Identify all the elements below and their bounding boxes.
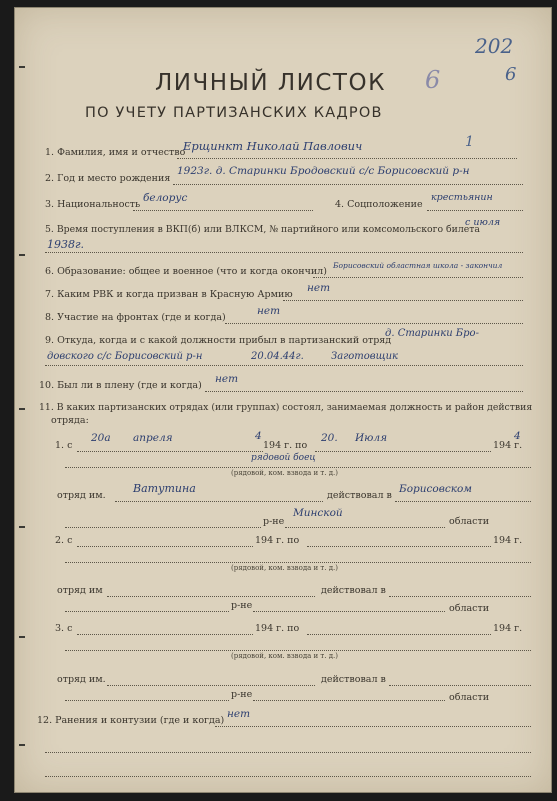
unit-3-acted-label: действовал в xyxy=(321,674,386,685)
unit-3-hint: (рядовой, ком. взвода и т. д.) xyxy=(231,652,339,660)
fill-line xyxy=(427,210,523,211)
unit-2-year-from: 194 г. по xyxy=(255,535,300,546)
unit-3-year-from: 194 г. по xyxy=(255,623,300,634)
unit-1-year-to: 194 г. xyxy=(493,440,523,451)
fill-line xyxy=(173,184,523,185)
field-value-wounds: нет xyxy=(227,708,251,720)
fill-line xyxy=(177,158,517,159)
field-value-arrival-d: Заготовщик xyxy=(331,351,399,362)
margin-mark xyxy=(19,66,25,68)
unit-2-region-label: области xyxy=(449,603,490,614)
fill-line xyxy=(65,611,229,612)
fill-line xyxy=(307,634,491,635)
fill-line xyxy=(65,650,531,651)
fill-line xyxy=(315,451,491,452)
fill-line xyxy=(77,451,263,452)
field-label-arrival: 9. Откуда, когда и с какой должности прибыл в партизанский отряд xyxy=(45,335,392,346)
field-value-party-b: 1938г. xyxy=(47,238,85,251)
page-subtitle: ПО УЧЕТУ ПАРТИЗАНСКИХ КАДРОВ xyxy=(85,105,383,121)
fill-line xyxy=(65,467,531,468)
unit-1-position: рядовой боец xyxy=(251,453,316,463)
fill-line xyxy=(45,365,523,366)
unit-2-acted-label: действовал в xyxy=(321,585,386,596)
field-value-arrival-a: д. Старинки Бро- xyxy=(385,328,479,339)
fill-line xyxy=(45,252,523,253)
fill-line xyxy=(65,527,261,528)
unit-1-year-digit-from: 4 xyxy=(255,430,262,442)
margin-mark xyxy=(19,526,25,528)
unit-1-number: 1. с xyxy=(55,440,73,451)
fill-line xyxy=(107,685,315,686)
field-label-education: 6. Образование: общее и военное (что и когда окончил) xyxy=(45,266,327,277)
unit-3-year-to: 194 г. xyxy=(493,623,523,634)
fill-line xyxy=(45,752,531,753)
unit-1-year-digit-to: 4 xyxy=(514,430,521,442)
field-value-education: Борисовский областная школа - закончил xyxy=(333,261,503,270)
unit-2-number: 2. с xyxy=(55,535,73,546)
pencil-mark: 6 xyxy=(425,66,441,94)
fill-line xyxy=(205,391,523,392)
field-value-conscription: нет xyxy=(307,282,331,294)
unit-1-day-from: 20а xyxy=(91,432,111,444)
margin-mark xyxy=(19,254,25,256)
fill-line xyxy=(133,210,313,211)
fill-line xyxy=(77,634,253,635)
unit-1-acted-value: Борисовском xyxy=(399,483,473,495)
fill-line xyxy=(65,700,229,701)
field-value-arrival-c: 20.04.44г. xyxy=(251,351,304,362)
fill-line xyxy=(77,546,253,547)
fill-line xyxy=(215,726,531,727)
fill-line xyxy=(389,596,531,597)
fill-line xyxy=(389,685,531,686)
fill-line xyxy=(107,596,315,597)
unit-1-month-to: Июля xyxy=(355,432,388,444)
margin-mark xyxy=(19,744,25,746)
unit-1-month-from: апреля xyxy=(133,432,173,444)
unit-1-district-value: Минской xyxy=(293,507,343,519)
field-value-birth: 1923г. д. Старинки Бродовский с/с Борисовский р-н xyxy=(177,165,470,177)
unit-3-district-label: р-не xyxy=(231,689,253,700)
field-label-birth: 2. Год и место рождения xyxy=(45,173,171,184)
fill-line xyxy=(395,501,531,502)
fill-line xyxy=(45,776,531,777)
field-label-party: 5. Время поступления в ВКП(б) или ВЛКСМ, № партийного или комсомольского билета xyxy=(45,224,480,235)
unit-3-unit-label: отряд им. xyxy=(57,674,106,685)
unit-2-hint: (рядовой, ком. взвода и т. д.) xyxy=(231,564,339,572)
unit-1-unit-label: отряд им. xyxy=(57,490,106,501)
field-label-nationality: 3. Национальность xyxy=(45,199,141,210)
field-value-name: Ерщинкт Николай Павлович xyxy=(183,139,363,153)
unit-1-day-to: 20. xyxy=(321,432,338,444)
fill-line xyxy=(225,323,523,324)
unit-1-acted-label: действовал в xyxy=(327,490,392,501)
unit-2-year-to: 194 г. xyxy=(493,535,523,546)
field-value-social: крестьянин xyxy=(431,192,493,203)
pencil-mark: 6 xyxy=(505,64,517,85)
field-label-fronts: 8. Участие на фронтах (где и когда) xyxy=(45,312,226,323)
fill-line xyxy=(285,527,445,528)
unit-2-unit-label: отряд им xyxy=(57,585,103,596)
fill-line xyxy=(65,562,531,563)
fill-line xyxy=(307,546,491,547)
unit-1-region-label: области xyxy=(449,516,490,527)
field-value-party-a: с июля xyxy=(465,217,501,228)
unit-3-number: 3. с xyxy=(55,623,73,634)
field-label-captivity: 10. Был ли в плену (где и когда) xyxy=(39,380,202,391)
unit-1-district-label: р-не xyxy=(263,516,285,527)
fill-line xyxy=(253,611,445,612)
unit-1-unit-value: Ватутина xyxy=(133,482,196,495)
margin-mark xyxy=(19,408,25,410)
unit-3-region-label: области xyxy=(449,692,490,703)
field-label-units-cont: отряда: xyxy=(51,415,89,426)
fill-line xyxy=(313,277,523,278)
fill-line xyxy=(115,501,323,502)
field-label-name: 1. Фамилия, имя и отчество xyxy=(45,147,186,158)
field-value-captivity: нет xyxy=(215,373,239,385)
field-label-units: 11. В каких партизанских отрядах (или группах) состоял, занимаемая должность и район действия xyxy=(39,402,533,413)
fill-line xyxy=(253,700,445,701)
page-number: 202 xyxy=(475,34,514,58)
page-title: ЛИЧНЫЙ ЛИСТОК xyxy=(155,70,386,96)
unit-1-hint: (рядовой, ком. взвода и т. д.) xyxy=(231,469,339,477)
unit-2-district-label: р-не xyxy=(231,600,253,611)
field-value-nationality: белорус xyxy=(143,192,188,204)
fill-line xyxy=(283,300,523,301)
margin-mark xyxy=(19,636,25,638)
field-value-arrival-b: довского с/с Борисовский р-н xyxy=(47,351,203,362)
field-label-wounds: 12. Ранения и контузии (где и когда) xyxy=(37,715,225,726)
field-label-social: 4. Соцположение xyxy=(335,199,423,210)
field-value-fronts: нет xyxy=(257,305,281,317)
personnel-sheet xyxy=(14,7,552,793)
pencil-mark: 1 xyxy=(465,134,474,150)
unit-1-year-from: 194 г. по xyxy=(263,440,308,451)
field-label-conscription: 7. Каким РВК и когда призван в Красную Армию xyxy=(45,289,293,300)
